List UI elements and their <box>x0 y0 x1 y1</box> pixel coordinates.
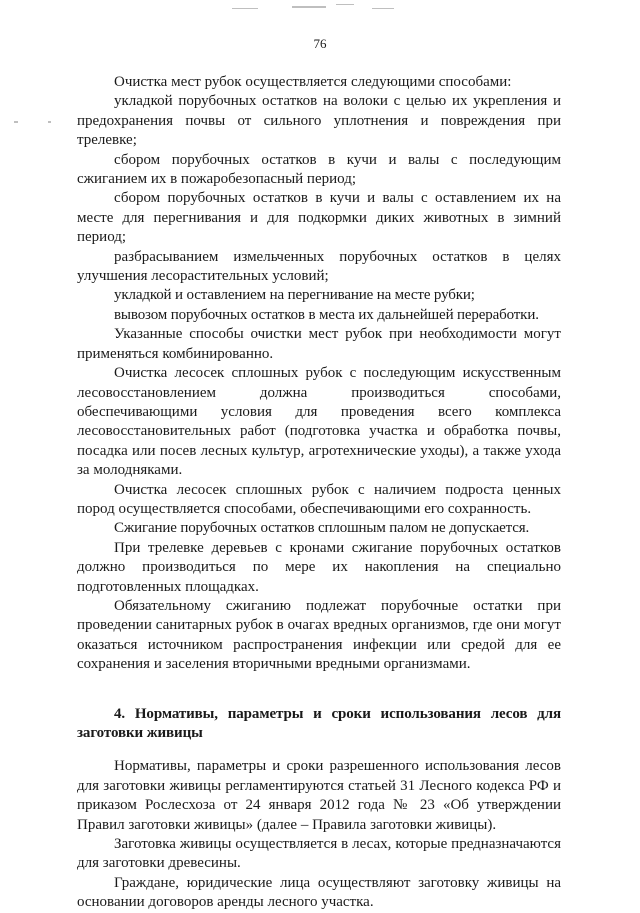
page-number: 76 <box>313 36 327 51</box>
scan-artifact-top <box>232 8 258 9</box>
paragraph: Очистка лесосек сплошных рубок с наличием подроста ценных пород осуществляется способами, обеспечивающими его сохранность. <box>77 481 561 517</box>
paragraph: Обязательному сжиганию подлежат порубочные остатки при проведении санитарных рубок в очагах вредных организмов, где они могут оказаться источником распространения инфекции или средой для ее сохранения и заселения вторичными вредными организмами. <box>77 597 561 673</box>
scan-artifact-top <box>292 6 326 8</box>
section-spacer <box>77 675 561 705</box>
scan-artifact-left <box>14 121 18 123</box>
document-body <box>77 73 561 913</box>
paragraph: Граждане, юридические лица осуществляют заготовку живицы на основании договоров аренды лесного участка. <box>77 874 561 911</box>
section-spacer <box>77 743 561 757</box>
scan-artifact-top <box>372 8 394 9</box>
paragraph: Нормативы, параметры и сроки разрешенного использования лесов для заготовки живицы регламентируются статьей 31 Лесного кодекса РФ и приказом Рослесхоза от 24 января 2012 года № 23 «Об утверждении Правил заготовки живицы» (далее – Правила заготовки живицы). <box>77 758 561 833</box>
scan-artifact-top <box>336 4 354 5</box>
paragraph: вывозом порубочных остатков в места их дальнейшей переработки. <box>114 306 539 323</box>
paragraph: Очистка лесосек сплошных рубок с последующим искусственным лесовосстановлением должна производиться способами, обеспечивающими условия для проведения всего комплекса лесовосстановительных работ (подготовка участка и обработка почвы, посадка или посев лесных культур, агротехнические уходы), а также ухода за молодняками. <box>77 365 561 479</box>
paragraph: Очистка мест рубок осуществляется следующими способами: <box>114 74 512 90</box>
paragraph: Указанные способы очистки мест рубок при необходимости могут применяться комбинированно. <box>77 326 561 362</box>
paragraph: сбором порубочных остатков в кучи и валы с оставлением их на месте для перегнивания и для подкормки диких животных в зимний период; <box>77 190 561 246</box>
paragraph: сбором порубочных остатков в кучи и валы с последующим сжиганием их в пожаробезопасный период; <box>77 151 561 188</box>
paragraph: укладкой и оставлением на перегнивание на месте рубки; <box>114 287 475 304</box>
section-heading: 4. Нормативы, параметры и сроки использования лесов для заготовки живицы <box>77 705 561 741</box>
paragraph: Заготовка живицы осуществляется в лесах, которые предназначаются для заготовки древесины. <box>77 836 561 872</box>
paragraph: разбрасыванием измельченных порубочных остатков в целях улучшения лесорастительных условий; <box>77 248 561 285</box>
paragraph: При трелевке деревьев с кронами сжигание порубочных остатков должно производиться по мере их накопления на специально подготовленных площадках. <box>77 539 561 595</box>
paragraph: укладкой порубочных остатков на волоки с целью их укрепления и предохранения почвы от сильного уплотнения и повреждения при трелевке; <box>77 93 561 149</box>
paragraph: Сжигание порубочных остатков сплошным палом не допускается. <box>114 520 530 537</box>
scan-artifact-left <box>48 121 51 123</box>
